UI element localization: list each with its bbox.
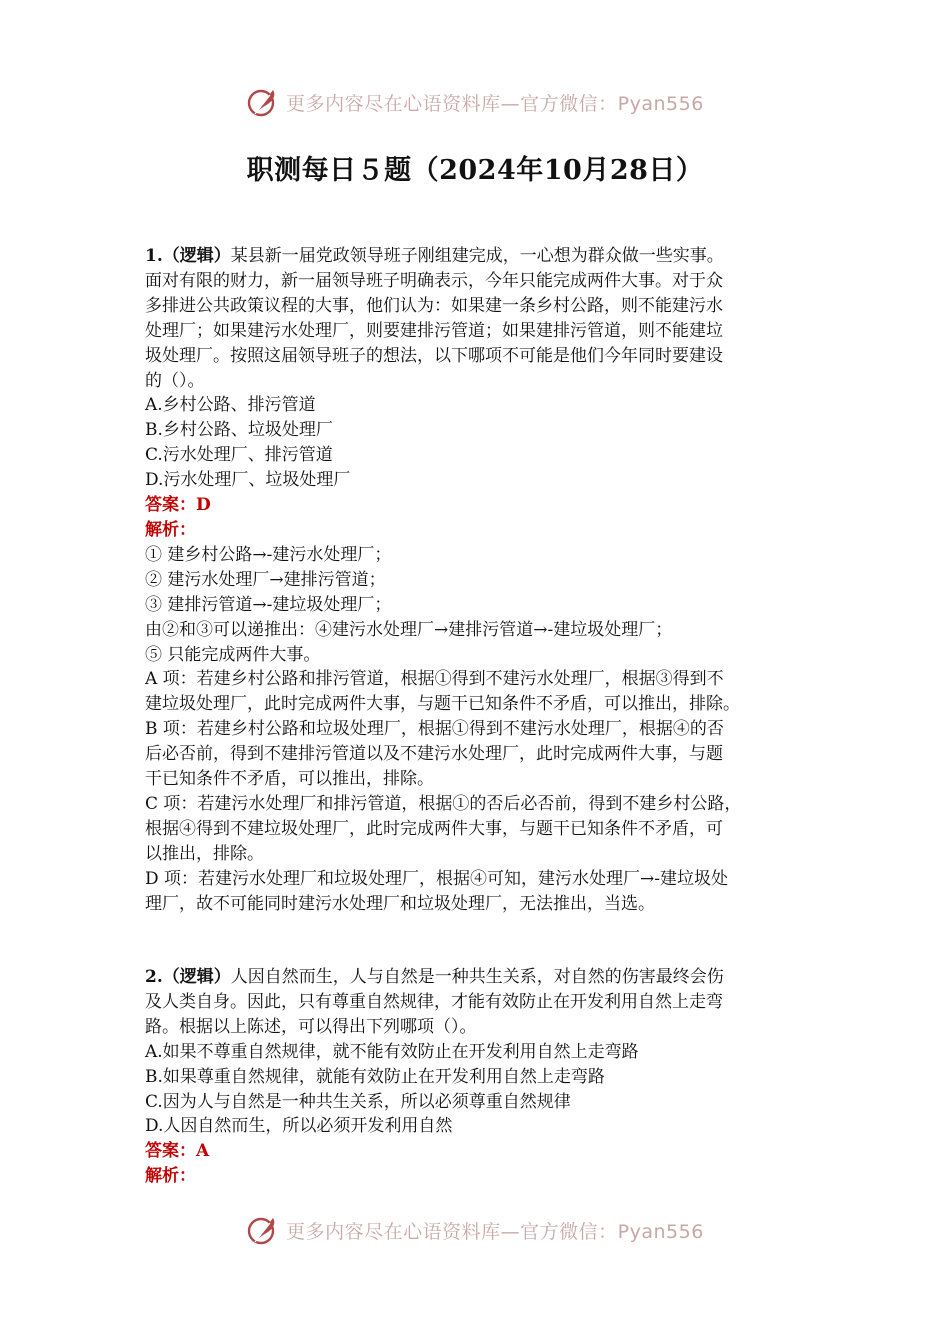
watermark-text: 更多内容尽在心语资料库—官方微信：Pyan556 [286,1220,704,1243]
question-1-analysis-line: C 项：若建污水处理厂和排污管道，根据①的否后必否前，得到不建乡村公路， [145,793,742,814]
question-1-analysis-line: 后必否前，得到不建排污管道以及不建污水处理厂，此时完成两件大事，与题 [145,744,723,765]
question-1-stem-line: 多排进公共政策议程的大事，他们认为：如果建一条乡村公路，则不能建污水 [145,295,723,316]
question-2-option-c: C.因为人与自然是一种共生关系，所以必须尊重自然规律 [145,1091,571,1112]
question-1-stem-line: 圾处理厂。按照这届领导班子的想法，以下哪项不可能是他们今年同时要建设 [145,345,723,366]
question-1-analysis-line: 由②和③可以递推出：④建污水处理厂→建排污管道→-建垃圾处理厂； [145,619,673,640]
feather-pen-logo-icon [246,1213,280,1247]
question-1-analysis-line: 建垃圾处理厂，此时完成两件大事，与题干已知条件不矛盾，可以推出，排除。 [145,694,740,715]
question-2-stem-line: 及人类自身。因此，只有尊重自然规律，才能有效防止在开发利用自然上走弯 [145,991,723,1012]
question-1-analysis-line: 根据④得到不建垃圾处理厂，此时完成两件大事，与题干已知条件不矛盾，可 [145,818,723,839]
question-1-analysis-line: ⑤ 只能完成两件大事。 [145,644,321,665]
page-title: 职测每日５题（2024年10月28日） [246,155,704,186]
question-1-analysis-line: ② 建污水处理厂→建排污管道； [145,569,386,590]
question-1-stem-line: 的（）。 [145,370,205,391]
question-1-option-c: C.污水处理厂、排污管道 [145,445,333,466]
question-1-analysis-line: 以推出，排除。 [145,843,264,864]
question-1-stem-line: 面对有限的财力，新一届领导班子明确表示，今年只能完成两件大事。对于众 [145,270,723,291]
question-1-analysis-line: B 项：若建乡村公路和垃圾处理厂，根据①得到不建污水处理厂，根据④的否 [145,719,724,740]
question-1 [145,244,825,916]
question-2-option-d: D.人因自然而生，所以必须开发利用自然 [145,1116,453,1137]
feather-pen-logo-icon [246,85,280,119]
question-2-stem-line: 2.（逻辑）人因自然而生，人与自然是一种共生关系，对自然的伤害最终会伤 [145,967,724,987]
question-2-stem-line: 路。根据以上陈述，可以得出下列哪项（）。 [145,1016,477,1037]
question-1-analysis-line: 干已知条件不矛盾，可以推出，排除。 [145,769,434,790]
question-1-number: 1.（逻辑） [145,246,231,266]
question-2-number: 2.（逻辑） [145,967,231,987]
question-1-option-b: B.乡村公路、垃圾处理厂 [145,420,333,441]
question-2-answer: 答案：A [145,1141,210,1162]
header-watermark [0,82,950,122]
footer-watermark [0,1210,950,1250]
question-1-analysis-line: 理厂，故不可能同时建污水处理厂和垃圾处理厂，无法推出，当选。 [145,893,655,914]
question-1-analysis-line: ① 建乡村公路→-建污水处理厂； [145,544,392,565]
question-2 [145,965,825,1189]
question-2-option-b: B.如果尊重自然规律，就能有效防止在开发利用自然上走弯路 [145,1066,605,1087]
question-1-option-d: D.污水处理厂、垃圾处理厂 [145,470,351,491]
question-1-stem-line: 处理厂；如果建污水处理厂，则要建排污管道；如果建排污管道，则不能建垃 [145,320,723,341]
question-2-analysis-label: 解析： [145,1166,196,1187]
question-2-option-a: A.如果不尊重自然规律，就不能有效防止在开发利用自然上走弯路 [145,1041,639,1062]
question-1-option-a: A.乡村公路、排污管道 [145,395,316,416]
question-1-analysis-line: D 项：若建污水处理厂和垃圾处理厂，根据④可知，建污水处理厂→-建垃圾处 [145,868,729,889]
question-1-analysis-line: ③ 建排污管道→-建垃圾处理厂； [145,594,392,615]
question-1-stem-line: 1.（逻辑）某县新一届党政领导班子刚组建完成，一心想为群众做一些实事。 [145,246,724,266]
question-1-analysis-line: A 项：若建乡村公路和排污管道，根据①得到不建污水处理厂，根据③得到不 [145,669,724,690]
watermark-text: 更多内容尽在心语资料库—官方微信：Pyan556 [286,92,704,115]
question-1-answer: 答案：D [145,495,211,516]
question-1-analysis-label: 解析： [145,519,196,540]
